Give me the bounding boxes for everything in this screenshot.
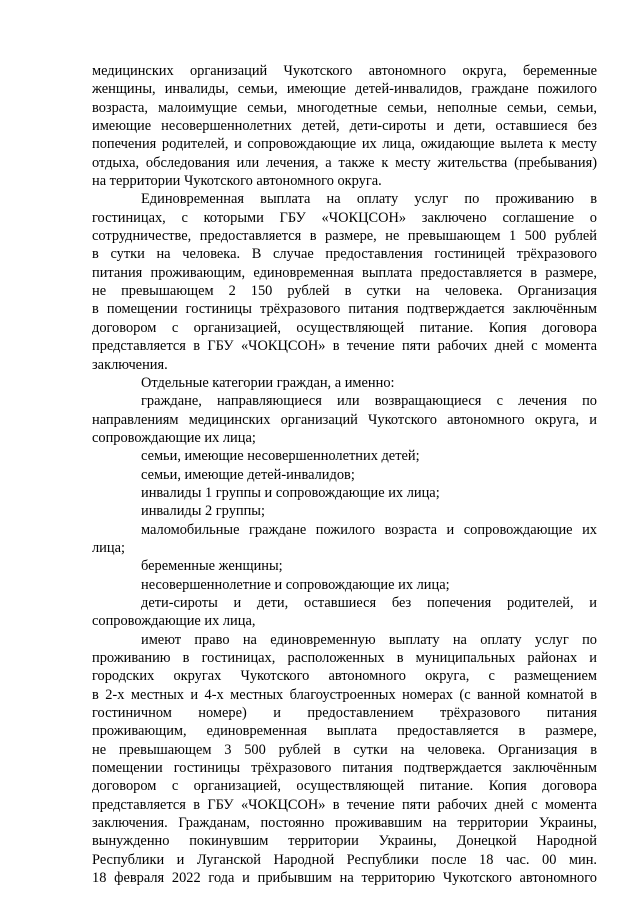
text-line: граждане, направляющиеся или возвращающиеся с лечения по: [141, 393, 597, 410]
text-line: маломобильные граждане пожилого возраста и сопровождающие их: [141, 521, 597, 538]
text-line: не превышающем 3 500 рублей в сутки на человека. Организация в: [92, 741, 597, 758]
text-line: направлениям медицинских организаций Чукотского автономного округа, и: [92, 411, 597, 428]
text-line: проживающим, единовременная выплата предоставляется в размере,: [92, 723, 597, 740]
text-line: гостиничном номере) и предоставлением трёхразового питания: [92, 705, 597, 722]
text-line: сопровождающие их лица,: [92, 613, 256, 630]
text-line: помещении гостиницы трёхразового питания подтверждается заключённым: [92, 760, 597, 777]
text-line: попечения родителей, и сопровождающие их лица, ожидающие вылета к месту: [92, 136, 597, 153]
text-line: вынужденно покинувшим территории Украины, Донецкой Народной: [92, 833, 597, 850]
text-line: лица;: [92, 539, 125, 556]
text-line: заключения.: [92, 356, 168, 373]
text-line: на территории Чукотского автономного округа.: [92, 173, 382, 190]
text-line: в 2-х местных и 4-х местных благоустроенных номерах (с ванной комнатой в: [92, 686, 597, 703]
text-line: имеют право на единовременную выплату на оплату услуг по: [141, 631, 597, 648]
text-line: представляется в ГБУ «ЧОКЦСОН» в течение пяти рабочих дней с момента: [92, 338, 597, 355]
text-line: семьи, имеющие несовершеннолетних детей;: [141, 448, 420, 465]
text-line: Республики и Луганской Народной Республики после 18 час. 00 мин.: [92, 851, 597, 868]
text-line: дети-сироты и дети, оставшиеся без попечения родителей, и: [141, 594, 597, 611]
text-line: отдыха, обследования или лечения, а также к месту жительства (пребывания): [92, 154, 597, 171]
text-line: не превышающем 2 150 рублей в сутки на человека. Организация: [92, 283, 597, 300]
text-line: гостиницах, с которыми ГБУ «ЧОКЦСОН» заключено соглашение о: [92, 209, 597, 226]
text-line: в сутки на человека. В случае предоставления гостиницей трёхразового: [92, 246, 597, 263]
text-line: сопровождающие их лица;: [92, 429, 256, 446]
text-line: договором с организацией, осуществляющей питание. Копия договора: [92, 319, 597, 336]
text-line: Единовременная выплата на оплату услуг по проживанию в: [141, 191, 597, 208]
text-line: заключения. Гражданам, постоянно проживавшим на территории Украины,: [92, 815, 597, 832]
text-line: 18 февраля 2022 года и прибывшим на территорию Чукотского автономного: [92, 870, 597, 887]
text-line: представляется в ГБУ «ЧОКЦСОН» в течение пяти рабочих дней с момента: [92, 796, 597, 813]
text-line: имеющие несовершеннолетних детей, дети-сироты и дети, оставшиеся без: [92, 118, 597, 135]
text-line: городских округах Чукотского автономного округа, с размещением: [92, 668, 597, 685]
text-line: беременные женщины;: [141, 558, 283, 575]
text-line: возраста, малоимущие семьи, многодетные семьи, неполные семьи, семьи,: [92, 99, 597, 116]
text-line: Отдельные категории граждан, а именно:: [141, 374, 395, 391]
text-line: инвалиды 2 группы;: [141, 503, 265, 520]
document-body: [92, 62, 597, 887]
text-line: в помещении гостиницы трёхразового питания подтверждается заключённым: [92, 301, 597, 318]
text-line: семьи, имеющие детей-инвалидов;: [141, 466, 355, 483]
text-line: питания проживающим, единовременная выплата предоставляется в размере,: [92, 264, 597, 281]
text-line: сотрудничестве, предоставляется в размере, не превышающем 1 500 рублей: [92, 228, 597, 245]
text-line: договором с организацией, осуществляющей питание. Копия договора: [92, 778, 597, 795]
text-line: женщины, инвалиды, семьи, имеющие детей-инвалидов, граждане пожилого: [92, 81, 597, 98]
text-line: проживанию в гостиницах, расположенных в муниципальных районах и: [92, 650, 597, 666]
text-line: несовершеннолетние и сопровождающие их лица;: [141, 576, 450, 593]
text-line: инвалиды 1 группы и сопровождающие их лица;: [141, 484, 440, 501]
text-line: медицинских организаций Чукотского автономного округа, беременные: [92, 63, 597, 79]
